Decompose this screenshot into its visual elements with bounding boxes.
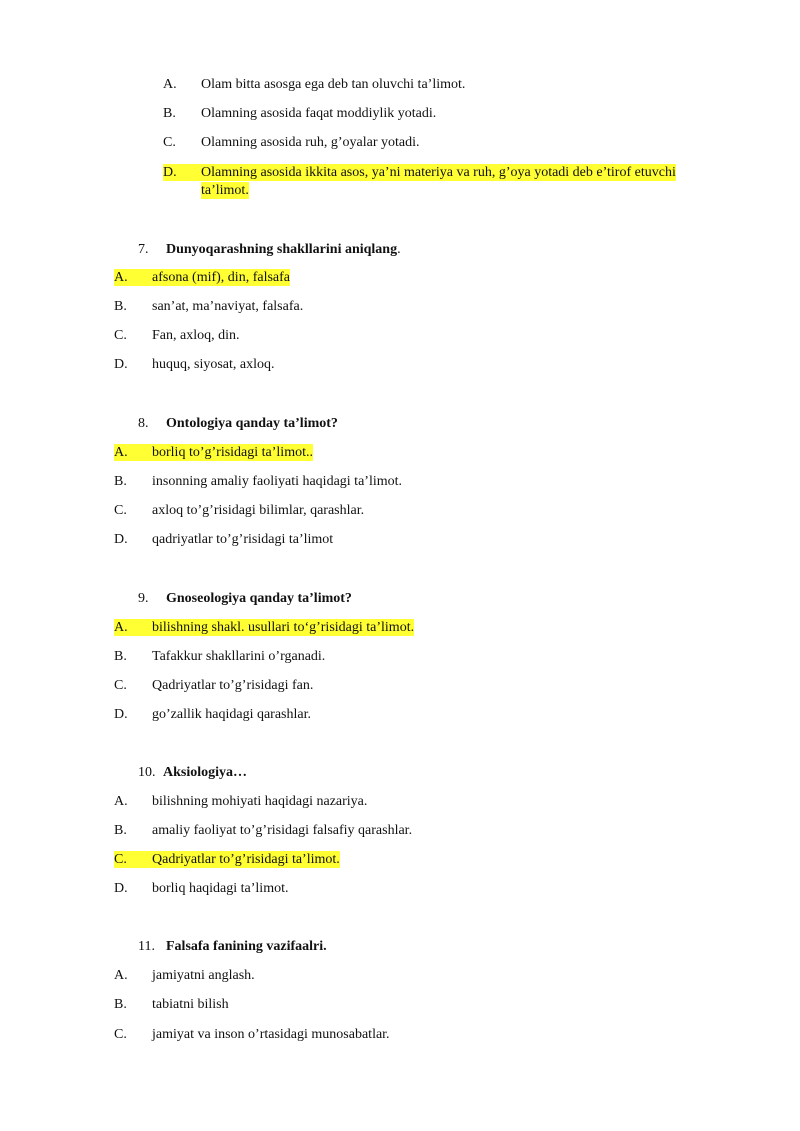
option-text: qadriyatlar to’g’risidagi ta’limot: [152, 532, 334, 547]
option-letter: B.: [114, 997, 127, 1012]
question-number: 10.: [138, 765, 156, 780]
option-letter: C.: [114, 503, 127, 518]
option-letter-correct: A.: [114, 619, 152, 636]
option-text: Tafakkur shakllarini o’rganadi.: [152, 649, 326, 664]
option-letter: B.: [114, 649, 127, 664]
option-text-correct: Olamning asosida ikkita asos, ya’ni materiya va ruh, g’oya yotadi deb e’tirof etuvchi: [201, 165, 676, 180]
option-letter: D.: [114, 357, 128, 372]
question-number: 8.: [138, 416, 149, 431]
question-number: 9.: [138, 591, 149, 606]
option-letter: B.: [114, 823, 127, 838]
option-text: jamiyatni anglash.: [152, 968, 255, 983]
option-text: Olam bitta asosga ega deb tan oluvchi ta’limot.: [201, 77, 466, 92]
option-text: Fan, axloq, din.: [152, 328, 240, 343]
question-text: Aksiologiya…: [163, 765, 248, 780]
option-letter: C.: [163, 135, 176, 150]
option-letter-correct: A.: [114, 444, 152, 461]
question-text-wrap: [166, 241, 401, 258]
option-text-correct-cont: ta’limot.: [201, 183, 249, 198]
option-text: bilishning mohiyati haqidagi nazariya.: [152, 794, 368, 809]
option-letter: A.: [114, 968, 128, 983]
option-text: go’zallik haqidagi qarashlar.: [152, 707, 311, 722]
option-text: Olamning asosida ruh, g’oyalar yotadi.: [201, 135, 420, 150]
question-tail: .: [397, 242, 401, 257]
option-text: insonning amaliy faoliyati haqidagi ta’limot.: [152, 474, 403, 489]
question-number: 11.: [138, 939, 155, 954]
option-letter: D.: [114, 532, 128, 547]
question-text: Falsafa fanining vazifaalri.: [166, 939, 327, 954]
option-letter: B.: [114, 474, 127, 489]
option-text: axloq to’g’risidagi bilimlar, qarashlar.: [152, 503, 365, 518]
option-text: jamiyat va inson o’rtasidagi munosabatlar.: [152, 1027, 390, 1042]
option-text: Olamning asosida faqat moddiylik yotadi.: [201, 106, 437, 121]
question-number: 7.: [138, 242, 149, 257]
option-letter-correct: A.: [114, 269, 152, 286]
option-text: borliq haqidagi ta’limot.: [152, 881, 289, 896]
option-letter: A.: [163, 77, 177, 92]
option-text: tabiatni bilish: [152, 997, 229, 1012]
option-letter: C.: [114, 328, 127, 343]
option-letter: C.: [114, 1027, 127, 1042]
option-text-correct: borliq to’g’risidagi ta’limot..: [152, 445, 313, 460]
option-letter: A.: [114, 794, 128, 809]
question-text: Gnoseologiya qanday ta’limot?: [166, 591, 352, 606]
option-letter: B.: [114, 299, 127, 314]
option-text-correct: Qadriyatlar to’g’risidagi ta’limot.: [152, 852, 340, 867]
option-text: Qadriyatlar to’g’risidagi fan.: [152, 678, 314, 693]
option-letter: D.: [114, 881, 128, 896]
option-text-correct: bilishning shakl. usullari to‘g’risidagi ta’limot.: [152, 620, 415, 635]
option-letter-correct: C.: [114, 851, 152, 868]
question-text: Dunyoqarashning shakllarini aniqlang: [166, 242, 398, 257]
option-letter: D.: [114, 707, 128, 722]
option-letter: C.: [114, 678, 127, 693]
question-text: Ontologiya qanday ta’limot?: [166, 416, 338, 431]
option-text: amaliy faoliyat to’g’risidagi falsafiy qarashlar.: [152, 823, 413, 838]
option-letter: B.: [163, 106, 176, 121]
option-text: huquq, siyosat, axloq.: [152, 357, 275, 372]
option-letter-correct: D.: [163, 164, 201, 181]
option-text-correct: afsona (mif), din, falsafa: [152, 270, 290, 285]
option-text: san’at, ma’naviyat, falsafa.: [152, 299, 304, 314]
